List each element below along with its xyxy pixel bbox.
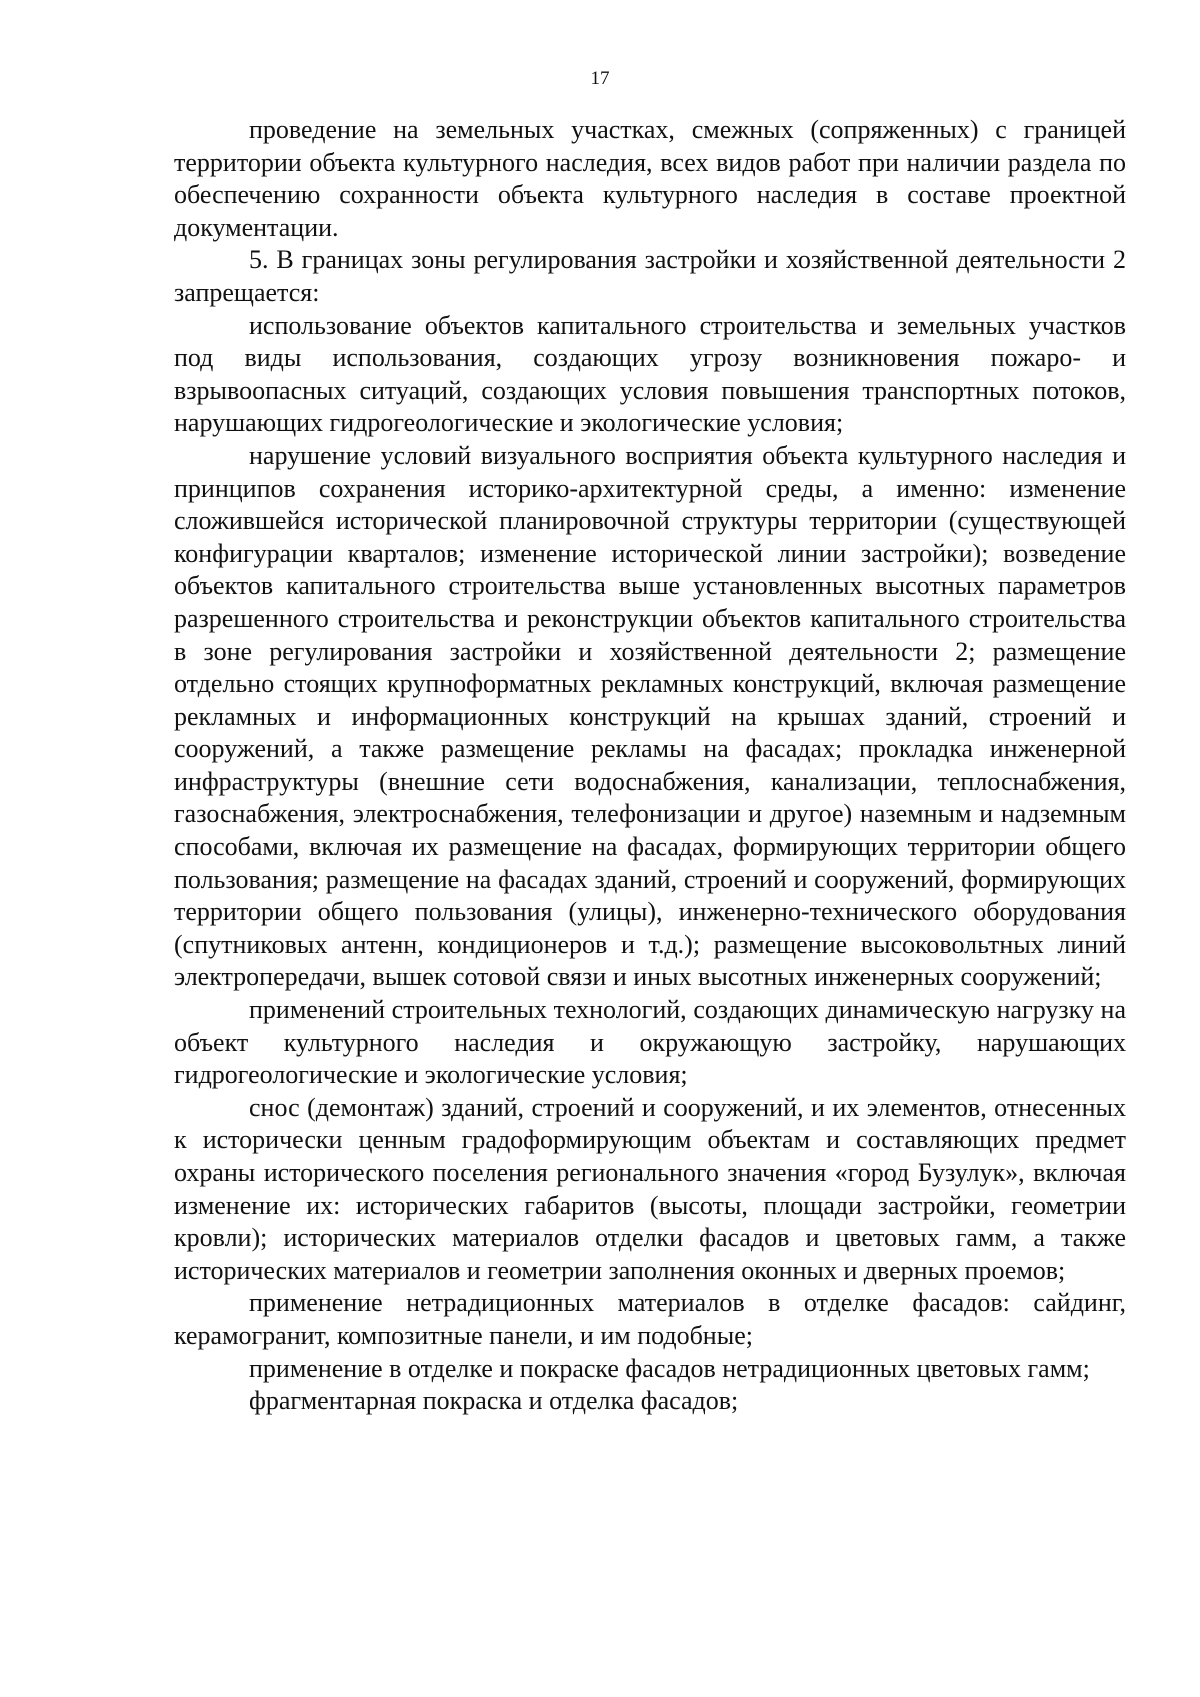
paragraph-construction-technologies: применений строительных технологий, создающих динамическую нагрузку на объект культурного наследия и окружающую застройку, нарушающих гидрогеологические и экологические условия;	[174, 995, 1126, 1090]
paragraph-zone-heading: 5. В границах зоны регулирования застройки и хозяйственной деятельности 2 запрещается:	[174, 245, 1126, 307]
paragraph-visual-perception: нарушение условий визуального восприятия объекта культурного наследия и принципов сохранения историко-архитектурной среды, а именно: изменение сложившейся исторической планировочной структуры территории (существующей конфигурации кварталов; изменение исторической линии застройки); возведение объектов капитального строительства выше установленных высотных параметров разрешенного строительства и реконструкции объектов капитального строительства в зоне регулирования застройки и хозяйственной деятельности 2; размещение отдельно стоящих крупноформатных рекламных конструкций, включая размещение рекламных и информационных конструкций на крышах зданий, строений и сооружений, а также размещение рекламы на фасадах; прокладка инженерной инфраструктуры (внешние сети водоснабжения, канализации, теплоснабжения, газоснабжения, электроснабжения, телефонизации и другое) наземным и надземным способами, включая их размещение на фасадах, формирующих территории общего пользования; размещение на фасадах зданий, строений и сооружений, формирующих территории общего пользования (улицы), инженерно-технического оборудования (спутниковых антенн, кондиционеров и т.д.); размещение высоковольтных линий электропередачи, вышек сотовой связи и иных высотных инженерных сооружений;	[174, 440, 1126, 992]
page-number: 17	[590, 68, 610, 89]
paragraph-nontraditional-materials: применение нетрадиционных материалов в отделке фасадов: сайдинг, керамогранит, композитные панели, и им подобные;	[174, 1288, 1126, 1350]
document-body	[174, 114, 1126, 1418]
paragraph-boundary-works: проведение на земельных участках, смежных (сопряженных) с границей территории объекта культурного наследия, всех видов работ при наличии раздела по обеспечению сохранности объекта культурного наследия в составе проектной документации.	[174, 115, 1126, 242]
paragraph-fragmentary-painting: фрагментарная покраска и отделка фасадов;	[249, 1386, 739, 1416]
paragraph-nontraditional-colors: применение в отделке и покраске фасадов нетрадиционных цветовых гамм;	[249, 1353, 1090, 1383]
paragraph-land-use: использование объектов капитального строительства и земельных участков под виды использования, создающих угрозу возникновения пожаро- и взрывоопасных ситуаций, создающих условия повышения транспортных потоков, нарушающих гидрогеологические и экологические условия;	[174, 310, 1126, 438]
paragraph-demolition: снос (демонтаж) зданий, строений и сооружений, и их элементов, отнесенных к исторически ценным градоформирующим объектам и составляющих предмет охраны исторического поселения регионального значения «город Бузулук», включая изменение их: исторических габаритов (высоты, площади застройки, геометрии кровли); исторических материалов отделки фасадов и цветовых гамм, а также исторических материалов и геометрии заполнения оконных и дверных проемов;	[174, 1092, 1126, 1285]
